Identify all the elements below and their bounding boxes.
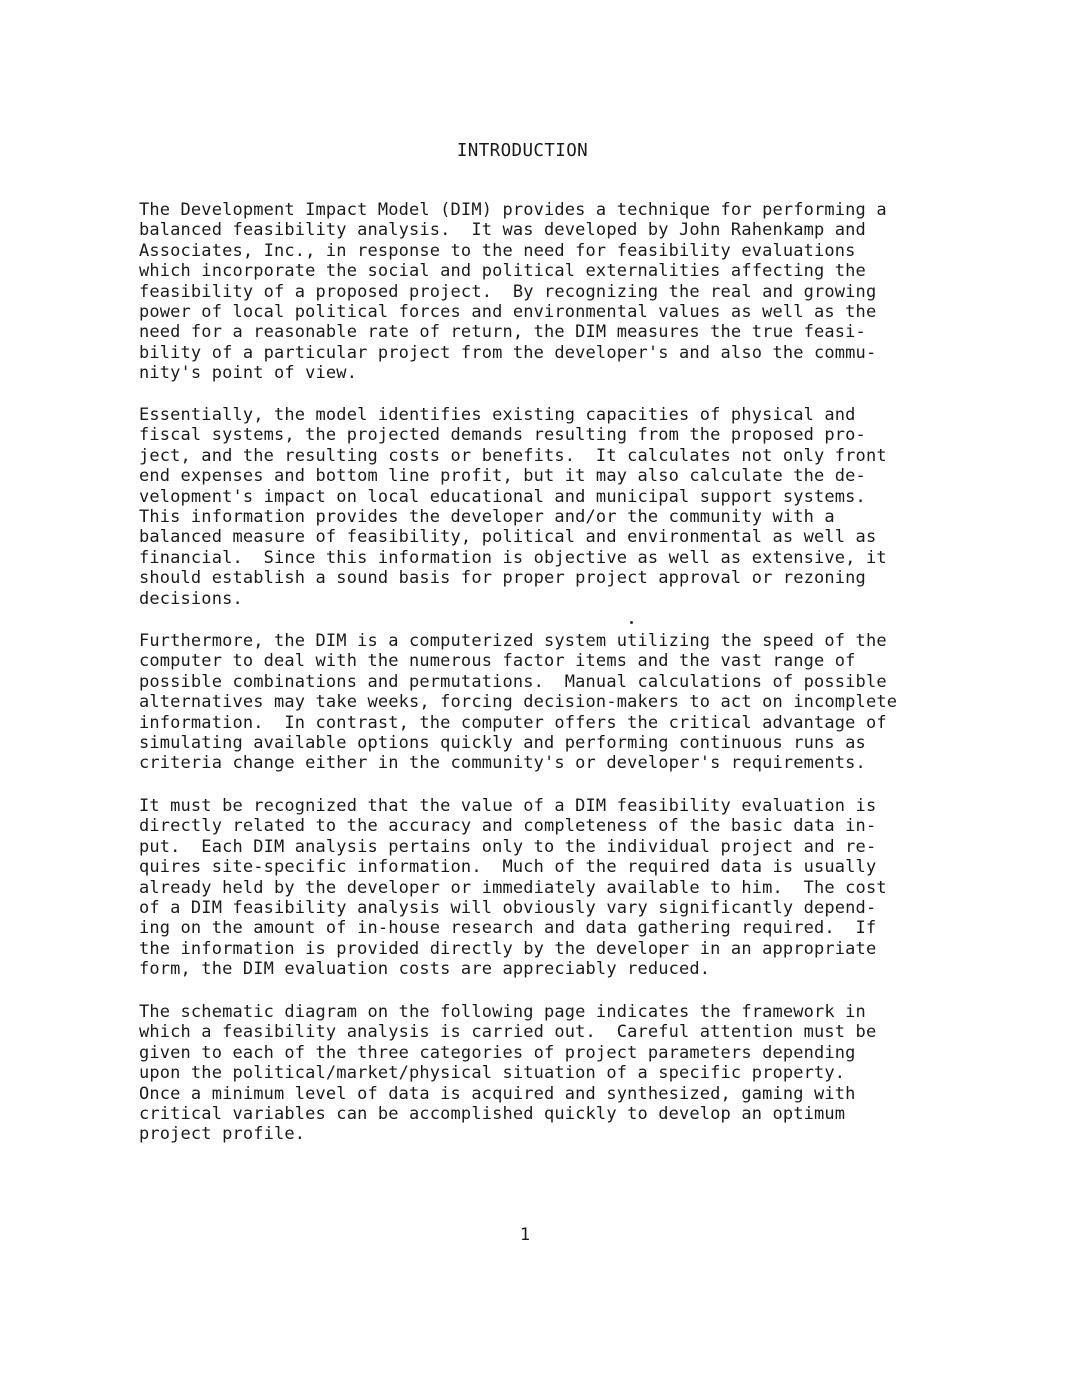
text-line: financial. Since this information is objective as well as extensive, it bbox=[139, 547, 887, 568]
text-line: fiscal systems, the projected demands resulting from the proposed pro- bbox=[139, 425, 866, 446]
text-line: balanced feasibility analysis. It was developed by John Rahenkamp and bbox=[139, 220, 866, 241]
text-line: Once a minimum level of data is acquired and synthesized, gaming with bbox=[139, 1083, 856, 1104]
text-line: form, the DIM evaluation costs are appreciably reduced. bbox=[139, 959, 711, 980]
text-line: critical variables can be accomplished quickly to develop an optimum bbox=[139, 1104, 846, 1125]
text-line: decisions. bbox=[139, 588, 243, 609]
stray-mark bbox=[630, 621, 633, 624]
text-line: end expenses and bottom line profit, but it may also calculate the de- bbox=[139, 466, 866, 487]
text-line: need for a reasonable rate of return, the DIM measures the true feasi- bbox=[139, 322, 866, 343]
text-line: Essentially, the model identifies existing capacities of physical and bbox=[139, 405, 856, 425]
text-line: put. Each DIM analysis pertains only to the individual project and re- bbox=[139, 836, 877, 857]
text-line: ject, and the resulting costs or benefits. It calculates not only front bbox=[139, 445, 887, 466]
text-line: Associates, Inc., in response to the need for feasibility evaluations bbox=[139, 240, 856, 261]
text-line: already held by the developer or immediately available to him. The cost bbox=[139, 877, 887, 898]
paragraph-4 bbox=[139, 796, 887, 980]
text-line: balanced measure of feasibility, political and environmental as well as bbox=[139, 527, 877, 548]
text-line: of a DIM feasibility analysis will obviously vary significantly depend- bbox=[139, 898, 877, 919]
page-number: 1 bbox=[519, 1225, 531, 1245]
text-line: which incorporate the social and political externalities affecting the bbox=[139, 261, 866, 282]
text-line: directly related to the accuracy and completeness of the basic data in- bbox=[139, 816, 877, 837]
text-line: This information provides the developer and/or the community with a bbox=[139, 507, 835, 528]
paragraph-5 bbox=[139, 1002, 876, 1145]
text-line: criteria change either in the community's or developer's requirements. bbox=[139, 753, 866, 774]
text-line: the information is provided directly by the developer in an appropriate bbox=[139, 938, 877, 959]
text-line: The Development Impact Model (DIM) provides a technique for performing a bbox=[139, 200, 887, 220]
page-title: INTRODUCTION bbox=[456, 141, 589, 161]
paragraph-3 bbox=[139, 631, 897, 774]
text-line: bility of a particular project from the developer's and also the commu- bbox=[139, 342, 877, 363]
text-line: feasibility of a proposed project. By recognizing the real and growing bbox=[139, 281, 877, 302]
text-line: velopment's impact on local educational and municipal support systems. bbox=[139, 486, 866, 507]
text-line: power of local political forces and environmental values as well as the bbox=[139, 302, 877, 323]
text-line: The schematic diagram on the following page indicates the framework in bbox=[139, 1002, 866, 1022]
text-line: project profile. bbox=[139, 1124, 306, 1145]
text-line: quires site-specific information. Much of the required data is usually bbox=[139, 857, 877, 878]
text-line: nity's point of view. bbox=[139, 363, 358, 384]
text-line: alternatives may take weeks, forcing decision-makers to act on incomplete bbox=[139, 692, 898, 713]
text-line: should establish a sound basis for proper project approval or rezoning bbox=[139, 568, 866, 589]
text-line: upon the political/market/physical situation of a specific property. bbox=[139, 1063, 846, 1084]
text-line: computer to deal with the numerous factor items and the vast range of bbox=[139, 651, 856, 672]
text-line: simulating available options quickly and performing continuous runs as bbox=[139, 733, 866, 754]
paragraph-1 bbox=[139, 200, 887, 384]
text-line: which a feasibility analysis is carried out. Careful attention must be bbox=[139, 1022, 877, 1043]
text-line: ing on the amount of in-house research and data gathering required. If bbox=[139, 918, 877, 939]
paragraph-2 bbox=[139, 405, 887, 609]
text-line: given to each of the three categories of project parameters depending bbox=[139, 1042, 856, 1063]
text-line: information. In contrast, the computer offers the critical advantage of bbox=[139, 712, 887, 733]
text-line: It must be recognized that the value of a DIM feasibility evaluation is bbox=[139, 796, 877, 816]
text-line: possible combinations and permutations. Manual calculations of possible bbox=[139, 671, 887, 692]
text-line: Furthermore, the DIM is a computerized system utilizing the speed of the bbox=[139, 631, 887, 651]
